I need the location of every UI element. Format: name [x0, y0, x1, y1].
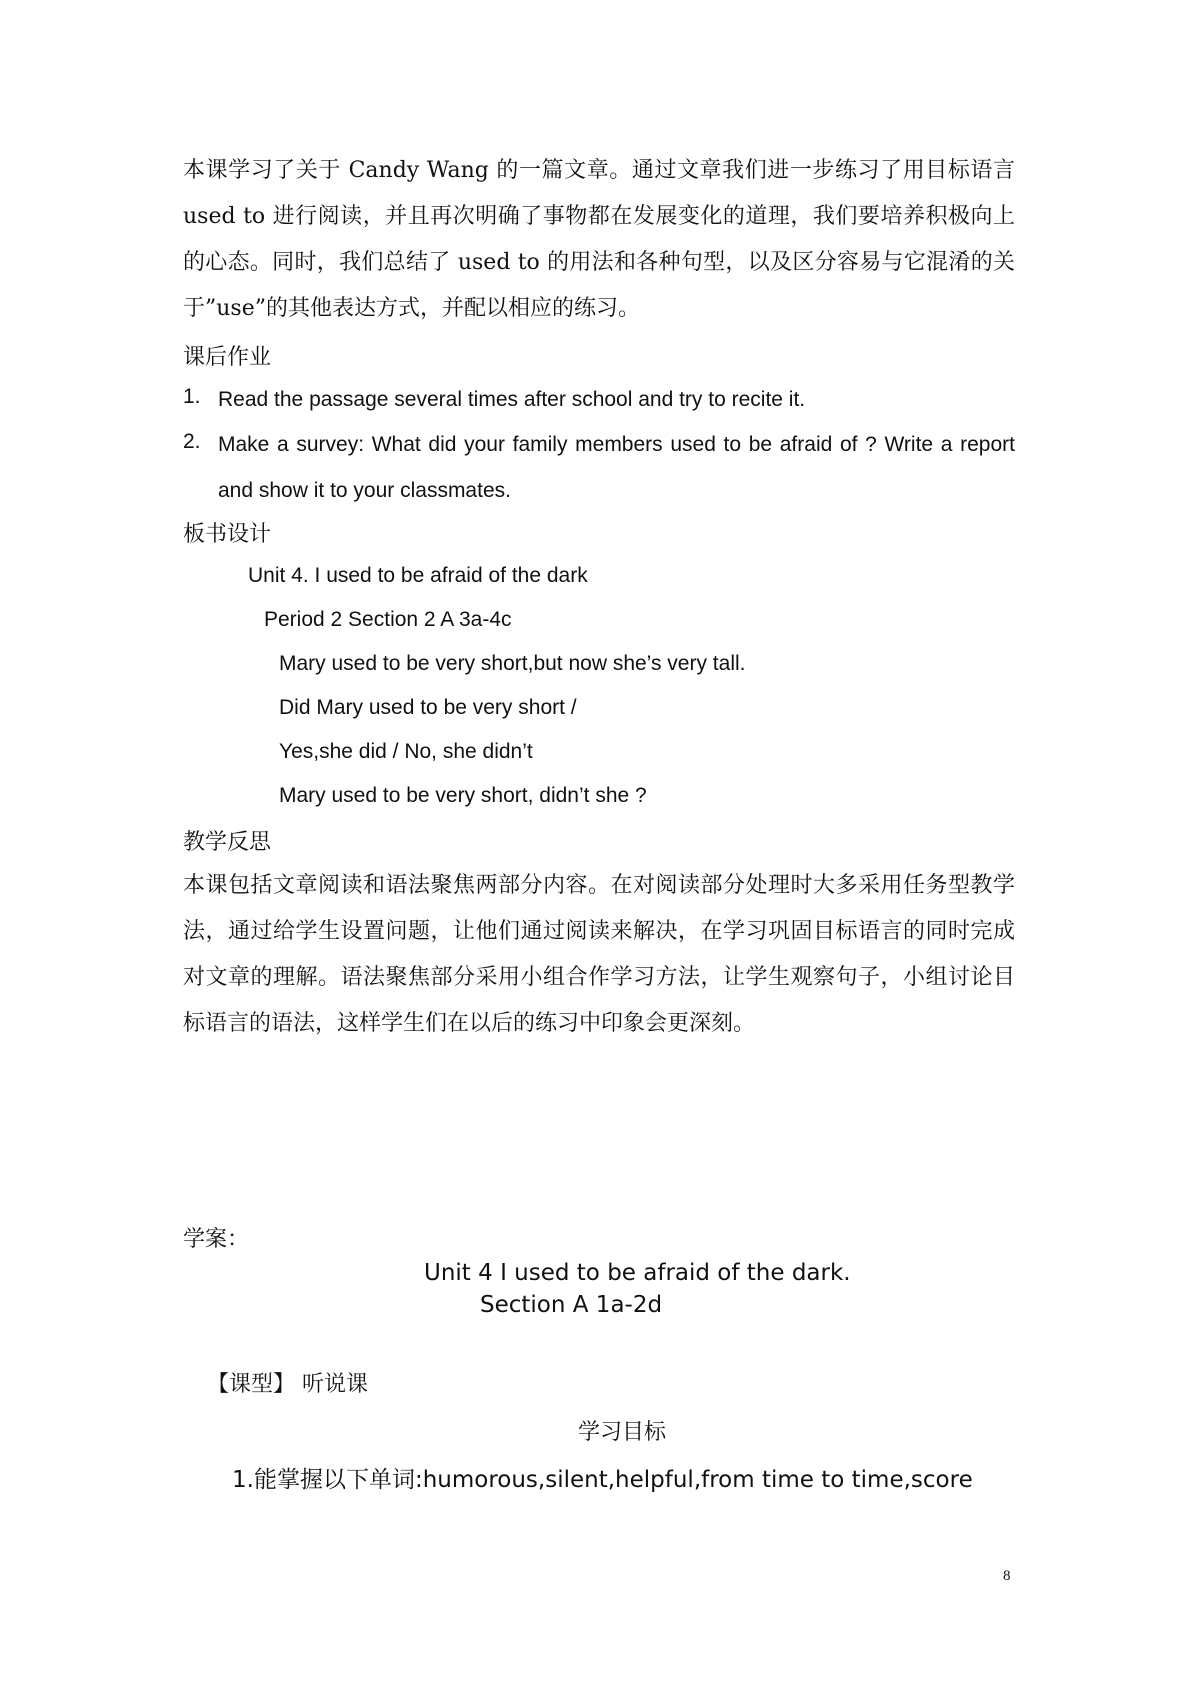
learning-plan-label: 学案：: [183, 1227, 250, 1252]
homework-heading: 课后作业: [183, 345, 272, 370]
board-line-period: Period 2 Section 2 A 3a-4c: [264, 608, 512, 631]
objective-1: 1.能掌握以下单词:humorous,silent,helpful,from time to time,score: [232, 1467, 973, 1493]
homework-item-number: 1.: [183, 385, 201, 408]
board-line-answer: Yes,she did / No, she didn’t: [279, 740, 533, 763]
board-line-tag-question: Mary used to be very short, didn’t she ?: [279, 784, 647, 807]
objectives-heading: 学习目标: [578, 1420, 667, 1445]
board-design-heading: 板书设计: [183, 522, 272, 547]
reflection-heading: 教学反思: [183, 830, 272, 855]
homework-item-text: Make a survey: What did your family members used to be afraid of ? Write a report and show it to your classmates.: [218, 433, 1015, 502]
homework-item-text: Read the passage several times after school and try to recite it.: [218, 388, 806, 411]
summary-paragraph: 本课学习了关于 Candy Wang 的一篇文章。通过文章我们进一步练习了用目标语言 used to 进行阅读，并且再次明确了事物都在发展变化的道理，我们要培养积极向上的心态。同时，我们总结了 used to 的用法和各种句型，以及区分容易与它混淆的关于”use”的其他表达方式，并配以相应的练习。: [183, 158, 1015, 321]
lesson-type: 【课型】 听说课: [207, 1372, 368, 1397]
reflection-paragraph: 本课包括文章阅读和语法聚焦两部分内容。在对阅读部分处理时大多采用任务型教学法，通过给学生设置问题，让他们通过阅读来解决，在学习巩固目标语言的同时完成对文章的理解。语法聚焦部分采用小组合作学习方法，让学生观察句子，小组讨论目标语言的语法，这样学生们在以后的练习中印象会更深刻。: [183, 873, 1015, 1036]
learning-plan-title: Unit 4 I used to be afraid of the dark.: [424, 1260, 851, 1286]
board-line-unit: Unit 4. I used to be afraid of the dark: [248, 564, 588, 587]
board-line-example: Mary used to be very short,but now she’s very tall.: [279, 652, 746, 675]
board-line-question: Did Mary used to be very short /: [279, 696, 577, 719]
homework-item-number: 2.: [183, 430, 201, 453]
page-number: 8: [1003, 1568, 1011, 1584]
learning-plan-subtitle: Section A 1a-2d: [480, 1292, 663, 1318]
